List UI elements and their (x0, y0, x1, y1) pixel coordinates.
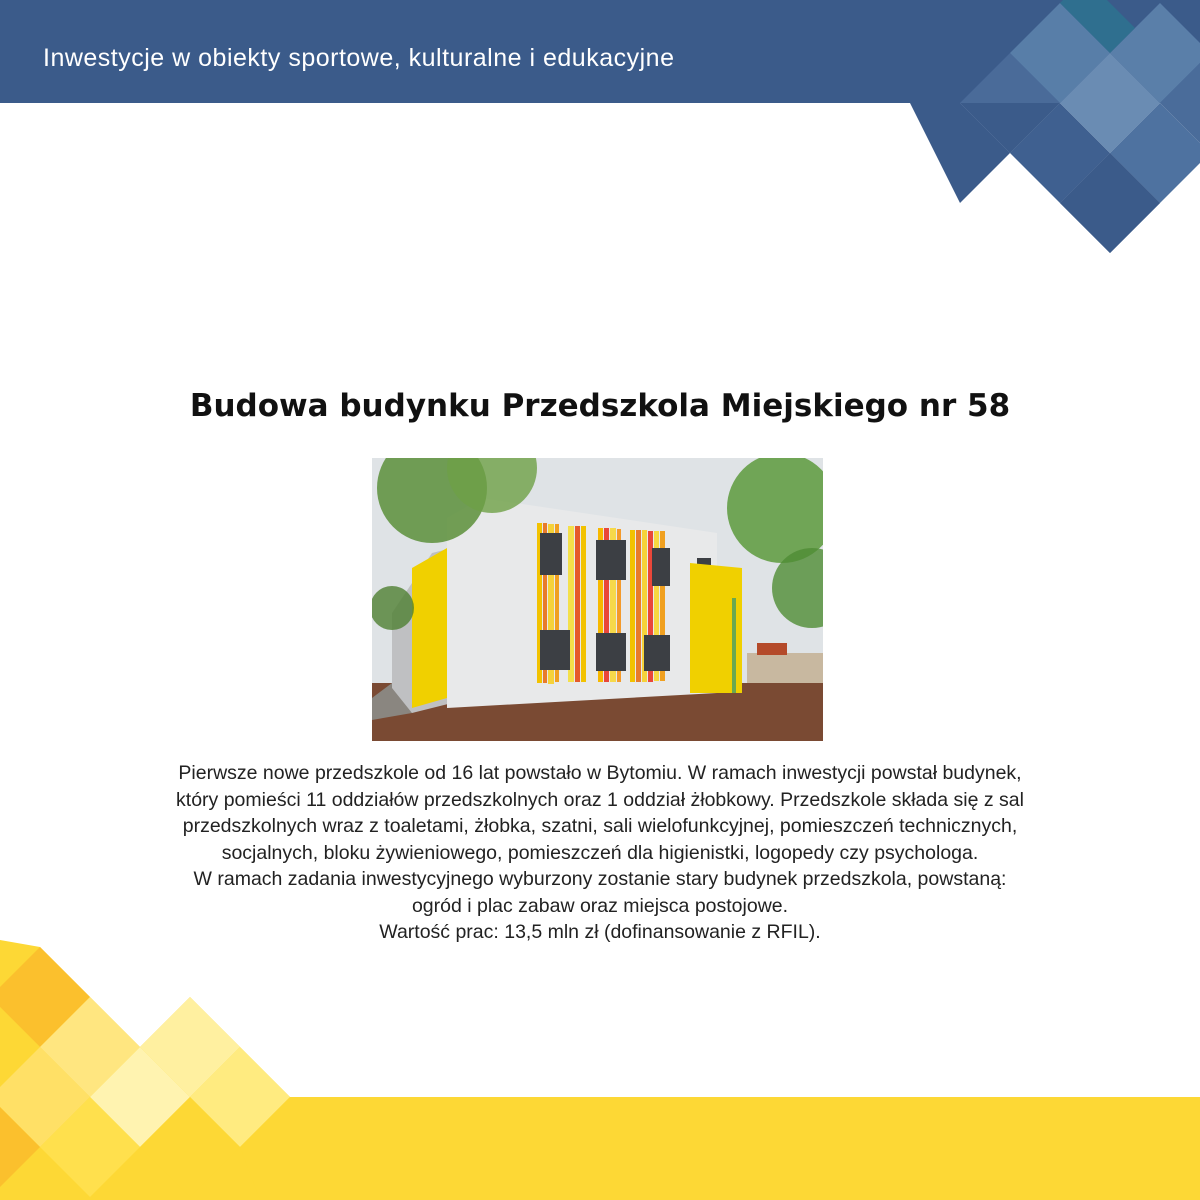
header-title: Inwestycje w obiekty sportowe, kulturalne i edukacyjne (43, 44, 675, 72)
body-line: ogród i plac zabaw oraz miejsca postojowe. (411, 894, 789, 917)
body-line: Wartość prac: 13,5 mln zł (dofinansowanie z RFIL). (379, 921, 821, 943)
body-line: przedszkolnych wraz z toaletami, żłobka, szatni, sali wielofunkcyjnej, pomieszczeń technicznych, (182, 815, 1018, 837)
body-line: Pierwsze nowe przedszkole od 16 lat powstało w Bytomiu. W ramach inwestycji powstał budynek, (178, 762, 1022, 784)
body-line: który pomieści 11 oddziałów przedszkolnych oraz 1 oddział żłobkowy. Przedszkole składa się z sal (176, 788, 1024, 811)
body-line: W ramach zadania inwestycyjnego wyburzony zostanie stary budynek przedszkola, powstaną: (193, 868, 1007, 890)
article-body (40, 760, 1160, 946)
building-photo (372, 458, 823, 741)
blue-diamond-pattern (900, 0, 1200, 260)
yellow-diamond-pattern (0, 940, 1200, 1200)
body-line: socjalnych, bloku żywieniowego, pomieszczeń dla higienistki, logopedy czy psychologa. (221, 841, 979, 864)
page-title: Budowa budynku Przedszkola Miejskiego nr 58 (189, 388, 1011, 424)
